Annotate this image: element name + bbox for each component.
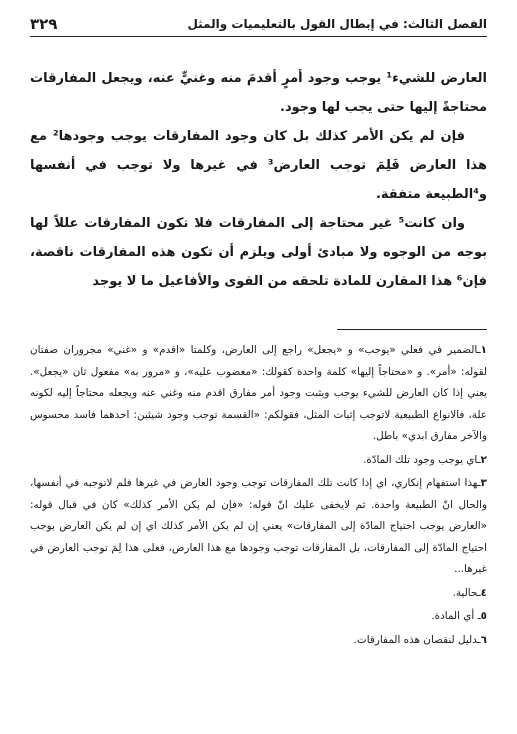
footnote-6 xyxy=(30,630,487,652)
footnote-1 xyxy=(30,340,487,448)
footnote-text: ـالضمير في فعلي «يوجب» و «يجعل» راجع إلى العارض، وكلمتا «اقدم» و «غني» مجروران صفتان لقوله: «أمر». و «محتاجاً إليها» كلمة واحدة كقولك: «مغضوب عليه»، و «مرور به» مفعول ثان «يجعل». يعني إذا كان العارض للشيء يوجب ويثبت وجود أمر مفارق اقدم منه وغني عنه ويجعله محتاجاً إليه لكونه علة، فالانواع الطبيعية لاتوجب إثبات المثل، فقولكم: «القسمة توجب وجود شيئين: احدهما فاسد محسوس والآخر مفارق ابدي» باطل. xyxy=(30,344,487,442)
footnote-4 xyxy=(30,583,487,605)
footnote-number: ٤ xyxy=(480,586,487,599)
footnotes xyxy=(30,340,487,653)
running-title: الفصل الثالث: في إبطال القول بالتعليميات والمثل xyxy=(187,17,487,31)
footnote-text: ـدليل لنقصان هذه المفارقات. xyxy=(353,633,481,646)
main-text xyxy=(30,64,487,296)
footnote-number: ٢ xyxy=(480,453,487,466)
footnote-number: ٥ xyxy=(480,610,487,622)
footnote-number: ٣ xyxy=(480,477,487,489)
footnote-text: ـحالية. xyxy=(452,586,481,599)
main-paragraph-2: فإن لم يكن الأمر كذلك بل كان وجود المفارقات يوجب وجودها² مع هذا العارض فَلِمَ توجب العارض³ في غيرها ولا توجب في أنفسها و⁴الطبيعة متفقة. xyxy=(30,129,487,202)
page-number: ٣٢٩ xyxy=(30,15,58,33)
main-paragraph-3: وان كانت⁵ غير محتاجة إلى المفارقات فلا تكون المفارقات عللاً لها بوجه من الوجوه ولا مبادئ أولى ويلزم أن تكون هذه المفارقات ناقصة، فإن⁶ هذا المقارن للمادة تلحقه من القوى والأفاعيل ما لا يوجد xyxy=(30,216,487,289)
main-paragraph-1: العارض للشيء¹ يوجب وجود أمرٍ أقدمَ منه وغنيٍّ عنه، ويجعل المفارقات محتاجةً إليها حتى يجب لها وجود. xyxy=(30,71,488,115)
footnote-text: ـهذا استفهام إنكاري، اي إذا كانت تلك المفارقات توجب وجود العارض في غيرها فلم لاتوجبه في أنفسها، والحال انّ الطبيعة واحدة. ثم لايخفى عليك انّ قوله: «فإن لم يكن الأمر كذلك» كان في قبال قوله: «العارض يوجب احتياج المادّة إلى المفارقات» يعني إن لم يكن الأمر كذلك اي إن لم يكن العارض يوجب احتياج المادّة إلى المفارقات، بل المفارقات توجب وجودها مع هذا العارض، فعلى هذا لِمَ توجب العارض في غيرها... xyxy=(30,477,487,575)
footnote-number: ٦ xyxy=(480,633,487,646)
page-header xyxy=(30,12,487,37)
footnote-5 xyxy=(30,606,487,628)
footnote-text: ـ أي المادة. xyxy=(431,610,481,622)
footnote-number: ١ xyxy=(480,344,487,356)
footnote-2 xyxy=(30,450,487,472)
footnote-divider xyxy=(337,329,487,330)
footnote-3 xyxy=(30,473,487,581)
footnote-text: ـاي يوجب وجود تلك المادّة. xyxy=(363,453,481,466)
